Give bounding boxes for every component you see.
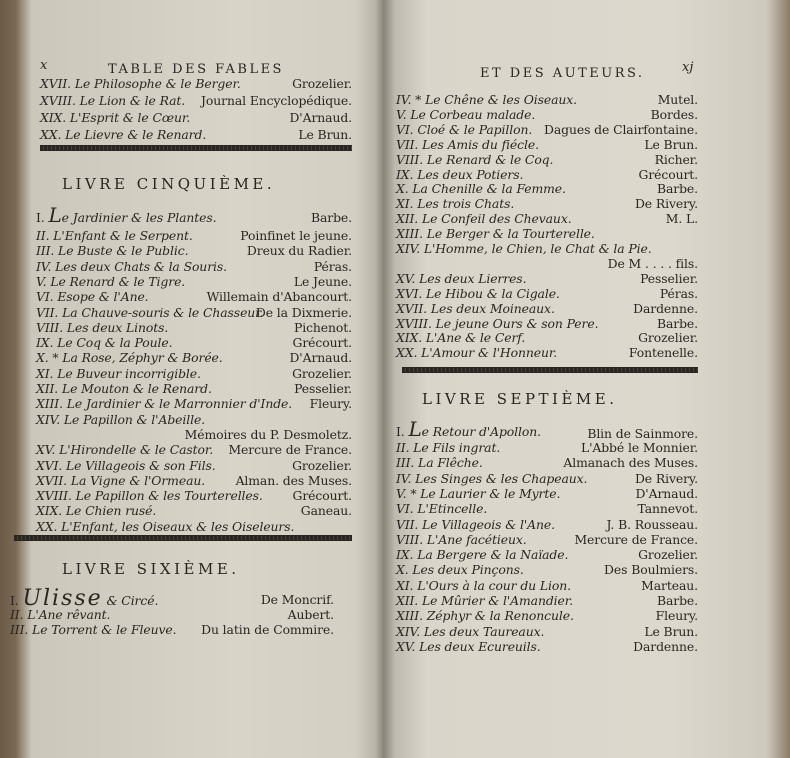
entry-title: XVI. Le Villageois & son Fils. [36,457,216,473]
entry-author: Poinfinet le jeune. [240,228,352,243]
entry-author: Richer. [654,151,698,167]
fable-entry [396,122,698,137]
entry-author: Fontenelle. [628,345,698,361]
entry-author: Dagues de Clairfontaine. [544,121,698,137]
entry-author: Barbe. [656,315,698,331]
entry-author: D'Arnaud. [289,110,352,125]
entry-author: De Moncrif. [260,592,334,607]
entry-author: Mercure de France. [574,531,698,547]
entry-title: XI. Les trois Chats. [396,196,515,212]
fable-entry [396,316,698,331]
entry-title: XX. L'Amour & l'Honneur. [396,345,558,361]
fable-entry [36,320,352,335]
fable-entry [36,412,352,427]
entry-title: XV. Les deux Ecureuils. [396,638,541,654]
fable-entry [10,607,334,622]
entry-author: Alman. des Muses. [235,472,352,488]
entry-author: Dardenne. [633,638,698,654]
entry-author: Du latin de Commire. [201,622,334,637]
entry-title: VI. Esope & l'Ane. [36,289,149,305]
entry-title: III. Le Torrent & le Fleuve. [10,622,177,637]
entry-author: Pesselier. [640,270,698,286]
entry-author: Grozelier. [638,330,698,346]
fable-entry [36,503,352,518]
entry-author: Barbe. [310,210,352,225]
fable-entry [396,501,698,516]
entry-title: X. La Chenille & la Femme. [396,181,566,197]
fable-entry [396,181,698,196]
fable-entry [396,562,698,577]
entry-title: XIV. Les deux Taureaux. [396,623,545,639]
entry-author: Willemain d'Abancourt. [206,289,352,305]
page-number: xj [682,60,694,75]
entry-author: Grécourt. [292,335,352,351]
entry-title: XIII. Le Berger & la Tourterelle. [396,226,595,242]
entry-title: XIII. Le Jardinier & le Marronnier d'Inde. [36,396,293,412]
entry-title: VII. Les Amis du fiécle. [396,136,539,152]
entry-author: D'Arnaud. [635,485,698,501]
entry-title: VI. L'Etincelle. [396,501,488,517]
entry-title: V. * Le Laurier & le Myrte. [396,485,561,501]
entry-author: Dardenne. [633,300,698,316]
entry-author: De M . . . . fils. [607,255,698,271]
entry-title: IX. Les deux Potiers. [396,166,524,182]
entry-author: Tannevot. [637,501,698,517]
entry-author: Des Boulmiers. [604,562,698,578]
entry-title: XIX. L'Ane & le Cerf. [396,330,526,346]
fable-entry [396,152,698,167]
entry-title: X. * La Rose, Zéphyr & Borée. [36,350,223,366]
fable-entry [36,243,352,258]
entry-title: XII. Le Confeil des Chevaux. [396,211,572,227]
initial-letter: L [408,417,422,441]
entry-author: Journal Encyclopédique. [201,93,352,108]
fable-entry [396,455,698,470]
entry-author: Barbe. [656,181,698,197]
fable-entry [36,366,352,381]
entry-title: IV. Les Singes & les Chapeaux. [396,470,588,486]
initial-word: Ulisse [22,586,103,611]
fable-entry [40,76,352,93]
fable-entry [396,532,698,547]
entry-title: XVII. La Vigne & l'Ormeau. [36,472,206,488]
fable-entry [396,241,698,256]
fable-entry [40,110,352,127]
fable-entry [36,305,352,320]
left-page [0,0,378,758]
entry-author: Pichenot. [293,319,352,335]
entry-title: XVIII. Le Papillon & les Tourterelles. [36,488,263,504]
fable-entry [396,196,698,211]
entry-author: Dreux du Radier. [246,243,352,259]
fable-entry [396,624,698,639]
entry-title: VII. La Chauve-souris & le Chasseur. [36,304,264,320]
fable-entry [36,259,352,274]
entry-author: Barbe. [656,593,698,608]
fable-entry [40,127,352,144]
fable-entry [396,226,698,241]
section-rule [402,367,698,373]
entry-number: I. [36,210,45,225]
entry-title: XII. Le Mouton & le Renard. [36,381,212,396]
fable-entry [396,345,698,360]
fable-entry [396,92,698,107]
entry-author: De Rivery. [634,470,698,486]
entry-title: II. L'Enfant & le Serpent. [36,228,193,243]
fable-entry [36,289,352,304]
entry-title: VII. Le Villageois & l'Ane. [396,516,555,532]
entry-author: Grozelier. [638,547,698,563]
entry-author: Péras. [659,285,698,301]
entry-number: I. [396,424,405,439]
fable-entry [396,286,698,301]
fable-entry [36,519,352,534]
entry-author: L'Abbé le Monnier. [580,440,698,455]
fable-entry [396,608,698,623]
entry-title: VIII. Les deux Linots. [36,319,169,335]
entry-title: XIII. Zéphyr & la Renoncule. [396,608,574,624]
fable-entry [396,211,698,226]
entry-title: XI. Le Buveur incorrigible. [36,365,201,381]
livre-heading: LIVRE SEPTIÈME. [422,390,618,408]
page-number: x [40,58,48,73]
fable-entry [396,517,698,532]
entry-author: Le Brun. [298,127,352,142]
entry-author: Grécourt. [292,488,352,504]
entry-author: Mutel. [657,92,698,107]
entry-author: M. L. [665,211,698,227]
entry-title: e Jardinier & les Plantes. [61,210,217,225]
entry-title: IV. * Le Chêne & les Oiseaux. [396,92,577,107]
section-rule [40,145,352,151]
entry-author: Marteau. [641,577,698,593]
entry-title: XV. Les deux Lierres. [396,270,527,286]
fable-entry [396,330,698,345]
entry-author: Grozelier. [292,76,352,91]
fable-entry [36,350,352,365]
entry-title: XIV. L'Homme, le Chien, le Chat & la Pie. [396,241,652,256]
entry-title: & Circé. [102,593,159,608]
entry-author: D'Arnaud. [289,350,352,366]
fable-entry [396,471,698,486]
entry-title: XIX. Le Chien rusé. [36,503,157,519]
fable-entry [36,381,352,396]
fable-entry [36,442,352,457]
entry-title: XII. Le Mûrier & l'Amandier. [396,593,574,608]
fable-entry [396,578,698,593]
initial-letter: L [48,203,62,227]
fable-entry [396,256,698,271]
fable-entry [396,418,698,440]
fable-entry [396,107,698,122]
entry-title: V. Le Corbeau malade. [396,106,536,122]
entry-title: IX. Le Coq & la Poule. [36,335,173,351]
fable-entry [36,473,352,488]
entry-title: XI. L'Ours à la cour du Lion. [396,577,571,593]
fable-entry [36,274,352,289]
fable-entry [396,301,698,316]
fable-entry [36,458,352,473]
fable-entry [10,622,334,637]
entry-author: Bordes. [650,106,698,122]
fable-entry [396,271,698,286]
fable-entry [36,202,352,227]
fable-entry [40,93,352,110]
fable-entry [36,427,352,442]
entry-title: IV. Les deux Chats & la Souris. [36,258,227,274]
entry-title: XX. L'Enfant, les Oiseaux & les Oiseleurs. [36,518,295,534]
fable-entry [396,639,698,654]
fable-entry [396,486,698,501]
entry-title: XVI. Le Hibou & la Cigale. [396,285,560,301]
entry-number: I. [10,593,19,608]
entry-author: Grozelier. [292,457,352,473]
entry-author: Grozelier. [292,365,352,381]
entry-title: III. Le Buste & le Public. [36,243,189,259]
entry-author: Le Jeune. [293,273,352,289]
entry-author: De la Dixmerie. [255,304,352,320]
entry-title: XX. Le Lievre & le Renard. [40,127,207,142]
entry-title: IX. La Bergere & la Naïade. [396,547,569,563]
fable-entry [36,228,352,243]
entry-author: Aubert. [287,607,334,622]
entry-title: XIV. Le Papillon & l'Abeille. [36,411,206,427]
entry-title: II. Le Fils ingrat. [396,440,501,455]
entry-title: XV. L'Hirondelle & le Castor. [36,442,214,458]
entry-author: Almanach des Muses. [563,455,698,471]
livre-heading: LIVRE CINQUIÈME. [62,175,276,193]
running-head: TABLE DES FABLES [108,62,284,77]
entry-title: II. L'Ane rêvant. [10,607,111,622]
section-rule [14,535,352,541]
entry-author: Fleury. [655,608,698,624]
entry-author: Ganeau. [300,503,352,519]
entry-title: XVIII. Le Lion & le Rat. [40,93,186,108]
entry-author: Blin de Sainmore. [587,426,698,441]
fable-entry [396,167,698,182]
fable-entry [36,396,352,411]
right-page [380,0,790,758]
entry-title: XVII. Le Philosophe & le Berger. [40,76,241,91]
entry-title: e Retour d'Apollon. [421,424,541,439]
entry-title: VIII. L'Ane facétieux. [396,531,527,547]
entry-title: V. Le Renard & le Tigre. [36,273,186,289]
fable-entry [396,137,698,152]
entry-title: VIII. Le Renard & le Coq. [396,151,554,167]
entry-title: XVIII. Le jeune Ours & son Pere. [396,315,599,331]
entry-author: Pesselier. [294,381,352,396]
entry-author: De Rivery. [634,196,698,212]
entry-title: XIX. L'Esprit & le Cœur. [40,110,191,125]
entry-author: Péras. [313,258,352,274]
fable-entry [396,440,698,455]
entry-author: J. B. Rousseau. [606,516,698,532]
livre-heading: LIVRE SIXIÈME. [62,560,240,578]
entry-author: Le Brun. [644,136,698,152]
entry-author: Mercure de France. [228,442,352,458]
fable-entry [396,547,698,562]
fable-entry [36,488,352,503]
entry-author: Le Brun. [644,623,698,639]
entry-title: XVII. Les deux Moineaux. [396,300,555,316]
fable-entry [396,593,698,608]
fable-entry [36,335,352,350]
entry-author: Fleury. [309,396,352,412]
entry-author: Mémoires du P. Desmoletz. [184,426,352,442]
entry-author: Grécourt. [638,166,698,182]
running-head: ET DES AUTEURS. [480,66,645,81]
entry-title: VI. Cloé & le Papillon. [396,121,533,137]
entry-title: X. Les deux Pinçons. [396,562,524,578]
entry-title: III. La Flêche. [396,455,483,471]
